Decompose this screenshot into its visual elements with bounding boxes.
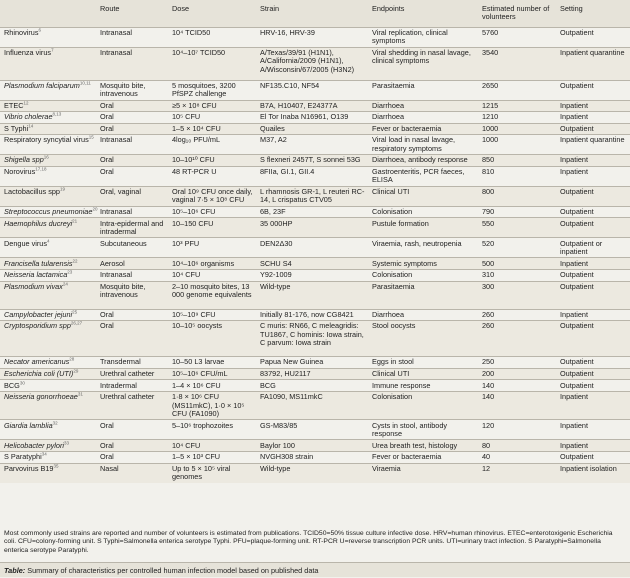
cell-endpoints: Clinical UTI [368, 368, 478, 380]
cell-setting: Outpatient [556, 27, 630, 47]
cell-pathogen [0, 281, 96, 309]
cell-pathogen [0, 80, 96, 100]
reference-superscript: 33 [64, 440, 70, 446]
cell-setting: Outpatient [556, 368, 630, 380]
cell-pathogen [0, 206, 96, 218]
table-row [0, 392, 630, 420]
cell-route: Oral [96, 100, 168, 112]
cell-setting: Outpatient or inpatient [556, 238, 630, 258]
header-cell-pathogen [0, 0, 96, 27]
pathogen-name: Francisella tularensis [4, 258, 73, 268]
cell-route: Nasal [96, 463, 168, 483]
cell-pathogen [0, 380, 96, 392]
cell-route: Intranasal [96, 27, 168, 47]
header-cell-dose: Dose [168, 0, 256, 27]
cell-strain: NF135.C10, NF54 [256, 80, 368, 100]
cell-dose: 1–5 × 10⁴ CFU [168, 123, 256, 135]
reference-superscript: 16 [43, 155, 49, 161]
cell-endpoints: Urea breath test, histology [368, 440, 478, 452]
cell-endpoints: Viraemia [368, 463, 478, 483]
cell-pathogen [0, 258, 96, 270]
cell-setting: Inpatient [556, 258, 630, 270]
cell-setting: Outpatient [556, 380, 630, 392]
pathogen-name: Escherichia coli (UTI) [4, 369, 74, 379]
cell-endpoints: Colonisation [368, 206, 478, 218]
cell-endpoints: Eggs in stool [368, 357, 478, 369]
cell-setting: Outpatient [556, 123, 630, 135]
table-row [0, 166, 630, 186]
cell-endpoints: Clinical UTI [368, 186, 478, 206]
pathogen-name: Rhinovirus [4, 27, 39, 37]
cell-dose: Up to 5 × 10⁵ viral genomes [168, 463, 256, 483]
cell-volunteers: 790 [478, 206, 556, 218]
cell-setting: Inpatient quarantine [556, 47, 630, 80]
reference-superscript: 24 [62, 281, 68, 287]
table-row [0, 206, 630, 218]
reference-superscript: 20 [92, 206, 98, 212]
cell-dose: 1–4 × 10⁶ CFU [168, 380, 256, 392]
pathogen-name: S Paratyphi [4, 452, 42, 462]
cell-route: Oral [96, 112, 168, 124]
reference-superscript: 22 [72, 258, 78, 264]
cell-volunteers: 800 [478, 186, 556, 206]
cell-setting: Outpatient [556, 206, 630, 218]
cell-endpoints: Stool oocysts [368, 321, 478, 357]
reference-superscript: 19 [59, 186, 65, 192]
cell-setting: Outpatient [556, 281, 630, 309]
cell-strain: M37, A2 [256, 135, 368, 155]
cell-endpoints: Cysts in stool, antibody response [368, 420, 478, 440]
cell-route: Intranasal [96, 270, 168, 282]
cell-strain: FA1090, MS11mkC [256, 392, 368, 420]
table-row [0, 368, 630, 380]
cell-route: Aerosol [96, 258, 168, 270]
cell-setting: Inpatient [556, 309, 630, 321]
cell-dose: 10⁵–10⁶ CFU/mL [168, 368, 256, 380]
table-caption [0, 562, 630, 577]
cell-dose: 1–5 × 10³ CFU [168, 452, 256, 464]
cell-pathogen [0, 166, 96, 186]
cell-pathogen [0, 440, 96, 452]
cell-strain: Y92-1009 [256, 270, 368, 282]
cell-dose: ≥5 × 10⁸ CFU [168, 100, 256, 112]
table-footnote: Most commonly used strains are reported and number of volunteers is estimated from publications. TCID50=50% tissue culture infective dose. HRV=human rhinovirus. ETEC=enterotoxigenic Escherichia coli. CFU=colony-forming unit. S Typhi=Salmonella enterica serotype Typhi. PFU=plaque-forming unit. RT-PCR U=reverse transcription PCR units. UTI=urinary tract infection. S Paratyphi=Salmonella enterica serotype Paratyphi. [4, 530, 613, 554]
pathogen-name: Neisseria lactamica [4, 270, 68, 280]
cell-pathogen [0, 270, 96, 282]
table-row [0, 100, 630, 112]
cell-pathogen [0, 112, 96, 124]
pathogen-name: BCG [4, 380, 20, 390]
cell-route: Transdermal [96, 357, 168, 369]
table-row [0, 420, 630, 440]
cell-pathogen [0, 186, 96, 206]
cell-endpoints: Colonisation [368, 392, 478, 420]
cell-route: Oral [96, 452, 168, 464]
cell-endpoints: Parasitaemia [368, 281, 478, 309]
cell-strain: HRV-16, HRV-39 [256, 27, 368, 47]
cell-volunteers: 520 [478, 238, 556, 258]
pathogen-name: Streptococcus pneumoniae [4, 207, 93, 217]
cell-pathogen [0, 392, 96, 420]
cell-endpoints: Fever or bacteraemia [368, 123, 478, 135]
reference-superscript: 35 [53, 463, 59, 469]
cell-strain: Baylor 100 [256, 440, 368, 452]
cell-route: Subcutaneous [96, 238, 168, 258]
cell-volunteers: 260 [478, 321, 556, 357]
cell-volunteers: 1215 [478, 100, 556, 112]
table-row [0, 155, 630, 167]
table-body [0, 27, 630, 483]
cell-endpoints: Colonisation [368, 270, 478, 282]
cell-dose: 10⁴–10⁶ organisms [168, 258, 256, 270]
reference-superscript: 26,27 [70, 321, 83, 327]
pathogen-name: Giardia lamblia [4, 420, 53, 430]
cell-dose: 10–150 CFU [168, 218, 256, 238]
cell-volunteers: 40 [478, 452, 556, 464]
cell-route: Urethral catheter [96, 368, 168, 380]
cell-setting: Inpatient [556, 440, 630, 452]
reference-superscript: 6 [38, 27, 41, 33]
pathogen-name: Shigella spp [4, 155, 44, 165]
cell-dose: 10⁴–10⁷ TCID50 [168, 47, 256, 80]
cell-strain: Initially 81-176, now CG8421 [256, 309, 368, 321]
cell-strain: Quailes [256, 123, 368, 135]
cell-strain: Papua New Guinea [256, 357, 368, 369]
cell-pathogen [0, 238, 96, 258]
cell-route: Oral, vaginal [96, 186, 168, 206]
cell-strain: B7A, H10407, E24377A [256, 100, 368, 112]
pathogen-name: Haemophilus ducreyi [4, 218, 73, 228]
cell-dose: 10⁴ TCID50 [168, 27, 256, 47]
cell-dose: 2–10 mosquito bites, 13 000 genome equivalents [168, 281, 256, 309]
cell-route: Intranasal [96, 47, 168, 80]
cell-dose: 10³ PFU [168, 238, 256, 258]
cell-dose: 10–50 L3 larvae [168, 357, 256, 369]
reference-superscript: 14 [28, 123, 34, 129]
table-row [0, 357, 630, 369]
pathogen-name: Helicobacter pylori [4, 440, 65, 450]
cell-endpoints: Pustule formation [368, 218, 478, 238]
cell-route: Mosquito bite, intravenous [96, 281, 168, 309]
cell-endpoints: Diarrhoea [368, 309, 478, 321]
cell-pathogen [0, 420, 96, 440]
header-cell-route: Route [96, 0, 168, 27]
cell-dose: Oral 10⁹ CFU once daily, vaginal 7·5 × 10⁸ CFU [168, 186, 256, 206]
table-row [0, 135, 630, 155]
cell-pathogen [0, 47, 96, 80]
cell-volunteers: 250 [478, 357, 556, 369]
cell-strain: GS-M83/85 [256, 420, 368, 440]
cell-dose: 5 mosquitoes, 3200 PfSPZ challenge [168, 80, 256, 100]
cell-volunteers: 140 [478, 380, 556, 392]
reference-superscript: 34 [41, 451, 47, 457]
cell-volunteers: 200 [478, 368, 556, 380]
cell-route: Oral [96, 155, 168, 167]
cell-setting: Outpatient [556, 218, 630, 238]
cell-route: Oral [96, 440, 168, 452]
pathogen-name: Plasmodium vivax [4, 281, 63, 291]
table-row [0, 380, 630, 392]
pathogen-name: Parvovirus B19 [4, 463, 54, 473]
cell-strain: DEN2Δ30 [256, 238, 368, 258]
cell-dose: 10⁴ CFU [168, 440, 256, 452]
table-row [0, 270, 630, 282]
cell-endpoints: Immune response [368, 380, 478, 392]
cell-dose: 10–10¹⁰ CFU [168, 155, 256, 167]
cell-endpoints: Viral replication, clinical symptoms [368, 27, 478, 47]
cell-setting: Inpatient [556, 155, 630, 167]
table-row [0, 218, 630, 238]
cell-setting: Inpatient [556, 166, 630, 186]
cell-volunteers: 550 [478, 218, 556, 238]
cell-volunteers: 850 [478, 155, 556, 167]
cell-dose: 48 RT-PCR U [168, 166, 256, 186]
reference-superscript: 29 [73, 368, 79, 374]
reference-superscript: 10,11 [79, 80, 91, 86]
reference-superscript: 21 [72, 218, 78, 224]
cell-pathogen [0, 452, 96, 464]
cell-endpoints: Viraemia, rash, neutropenia [368, 238, 478, 258]
caption-text: Summary of characteristics per controlled human infection model based on published data [25, 566, 319, 575]
table-row [0, 281, 630, 309]
pathogen-name: Cryptosporidium spp [4, 321, 71, 331]
cell-endpoints: Fever or bacteraemia [368, 452, 478, 464]
cell-pathogen [0, 321, 96, 357]
cell-setting: Outpatient [556, 452, 630, 464]
reference-superscript: 28 [69, 357, 75, 363]
table-row [0, 440, 630, 452]
reference-superscript: 25 [72, 309, 78, 315]
cell-dose: 10⁵–10⁶ CFU [168, 206, 256, 218]
cell-setting: Inpatient isolation [556, 463, 630, 483]
reference-superscript: 17,18 [35, 166, 47, 172]
cell-volunteers: 120 [478, 420, 556, 440]
cell-endpoints: Gastroenteritis, PCR faeces, ELISA [368, 166, 478, 186]
pathogen-name: Dengue virus [4, 238, 47, 248]
pathogen-name: Campylobacter jejuni [4, 309, 73, 319]
cell-volunteers: 1000 [478, 123, 556, 135]
cell-endpoints: Viral shedding in nasal lavage, clinical symptoms [368, 47, 478, 80]
cell-dose: 1·8 × 10⁶ CFU (MS11mkC), 1·0 × 10⁵ CFU (FA1090) [168, 392, 256, 420]
cell-dose: 5–10⁶ trophozoites [168, 420, 256, 440]
cell-strain: Wild-type [256, 463, 368, 483]
cell-volunteers: 2650 [478, 80, 556, 100]
reference-superscript: 7 [51, 47, 54, 53]
cell-strain: C muris: RN66, C meleagridis: TU1867, C hominis: Iowa strain, C parvum: Iowa strain [256, 321, 368, 357]
cell-setting: Outpatient [556, 270, 630, 282]
cell-strain: El Tor Inaba N16961, O139 [256, 112, 368, 124]
header-cell-endpoints: Endpoints [368, 0, 478, 27]
pathogen-name: Neisseria gonorrhoeae [4, 392, 78, 402]
pathogen-name: ETEC [4, 100, 24, 110]
table-row [0, 321, 630, 357]
reference-superscript: 30 [19, 380, 25, 386]
cell-setting: Outpatient [556, 357, 630, 369]
cell-pathogen [0, 309, 96, 321]
cell-route: Urethral catheter [96, 392, 168, 420]
cell-volunteers: 300 [478, 281, 556, 309]
pathogen-name: Necator americanus [4, 357, 70, 367]
cell-setting: Inpatient quarantine [556, 135, 630, 155]
cell-strain: L rhamnosis GR-1, L reuteri RC-14, L crispatus CTV05 [256, 186, 368, 206]
cell-dose: 4log₁₀ PFU/mL [168, 135, 256, 155]
cell-volunteers: 260 [478, 309, 556, 321]
cell-dose: 10⁵ CFU [168, 112, 256, 124]
table-row [0, 186, 630, 206]
cell-endpoints: Diarrhoea [368, 112, 478, 124]
cell-pathogen [0, 463, 96, 483]
table-row [0, 112, 630, 124]
cell-route: Oral [96, 166, 168, 186]
cell-endpoints: Diarrhoea [368, 100, 478, 112]
cell-dose: 10–10⁵ oocysts [168, 321, 256, 357]
cell-route: Intranasal [96, 206, 168, 218]
header-cell-strain: Strain [256, 0, 368, 27]
cell-strain: SCHU S4 [256, 258, 368, 270]
cell-setting: Inpatient [556, 112, 630, 124]
cell-route: Oral [96, 321, 168, 357]
pathogen-name: Vibrio cholerae [4, 112, 53, 122]
cell-endpoints: Parasitaemia [368, 80, 478, 100]
pathogen-name: Plasmodium falciparum [4, 80, 80, 90]
pathogen-name: Respiratory syncytial virus [4, 135, 89, 145]
pathogen-name: S Typhi [4, 123, 29, 133]
table-row [0, 452, 630, 464]
cell-pathogen [0, 357, 96, 369]
cell-endpoints: Systemic symptoms [368, 258, 478, 270]
cell-strain: Wild-type [256, 281, 368, 309]
table-row [0, 258, 630, 270]
reference-superscript: 4 [47, 238, 50, 244]
cell-setting: Outpatient [556, 186, 630, 206]
reference-superscript: 31 [77, 391, 83, 397]
cell-volunteers: 3540 [478, 47, 556, 80]
cell-volunteers: 310 [478, 270, 556, 282]
cell-pathogen [0, 27, 96, 47]
cell-route: Oral [96, 309, 168, 321]
cell-volunteers: 12 [478, 463, 556, 483]
cell-pathogen [0, 218, 96, 238]
cell-volunteers: 140 [478, 392, 556, 420]
cell-pathogen [0, 135, 96, 155]
pathogen-name: Lactobacillus spp [4, 187, 60, 197]
cell-pathogen [0, 155, 96, 167]
cell-volunteers: 5760 [478, 27, 556, 47]
header-cell-setting: Setting [556, 0, 630, 27]
cell-strain: 6B, 23F [256, 206, 368, 218]
cell-endpoints: Viral load in nasal lavage, respiratory symptoms [368, 135, 478, 155]
cell-pathogen [0, 123, 96, 135]
cell-volunteers: 810 [478, 166, 556, 186]
cell-strain: S flexneri 2457T, S sonnei 53G [256, 155, 368, 167]
reference-superscript: 23 [67, 269, 73, 275]
reference-superscript: 15 [88, 135, 94, 141]
cell-setting: Inpatient [556, 420, 630, 440]
cell-pathogen [0, 100, 96, 112]
cell-strain: 83792, HU2117 [256, 368, 368, 380]
cell-route: Oral [96, 123, 168, 135]
cell-volunteers: 80 [478, 440, 556, 452]
table-row [0, 47, 630, 80]
cell-endpoints: Diarrhoea, antibody response [368, 155, 478, 167]
cell-strain: 35 000HP [256, 218, 368, 238]
cell-dose: 10⁵–10⁹ CFU [168, 309, 256, 321]
cell-route: Intradermal [96, 380, 168, 392]
cell-dose: 10⁴ CFU [168, 270, 256, 282]
reference-superscript: 32 [52, 420, 58, 426]
reference-superscript: 8,13 [52, 111, 62, 117]
cell-strain: NVGH308 strain [256, 452, 368, 464]
caption-label: Table: [4, 566, 26, 575]
pathogen-name: Norovirus [4, 167, 36, 177]
cell-volunteers: 500 [478, 258, 556, 270]
table-header-row [0, 0, 630, 27]
cell-setting: Inpatient [556, 392, 630, 420]
cell-strain: 8FIIa, GI.1, GII.4 [256, 166, 368, 186]
cell-setting: Inpatient [556, 100, 630, 112]
cell-route: Mosquito bite, intravenous [96, 80, 168, 100]
cell-volunteers: 1210 [478, 112, 556, 124]
cell-route: Intra-epidermal and intradermal [96, 218, 168, 238]
cell-volunteers: 1000 [478, 135, 556, 155]
table-row [0, 123, 630, 135]
header-cell-volunteers: Estimated number of volunteers [478, 0, 556, 27]
table-row [0, 463, 630, 483]
table-row [0, 27, 630, 47]
table-row [0, 80, 630, 100]
reference-superscript: 12 [23, 100, 29, 106]
pathogen-name: Influenza virus [4, 47, 52, 57]
cell-strain: A/Texas/39/91 (H1N1), A/California/2009 (H1N1), A/Wisconsin/67/2005 (H3N2) [256, 47, 368, 80]
cell-setting: Outpatient [556, 321, 630, 357]
table-row [0, 309, 630, 321]
cell-route: Intranasal [96, 135, 168, 155]
cell-route: Oral [96, 420, 168, 440]
cell-setting: Outpatient [556, 80, 630, 100]
cell-strain: BCG [256, 380, 368, 392]
table-row [0, 238, 630, 258]
cell-pathogen [0, 368, 96, 380]
